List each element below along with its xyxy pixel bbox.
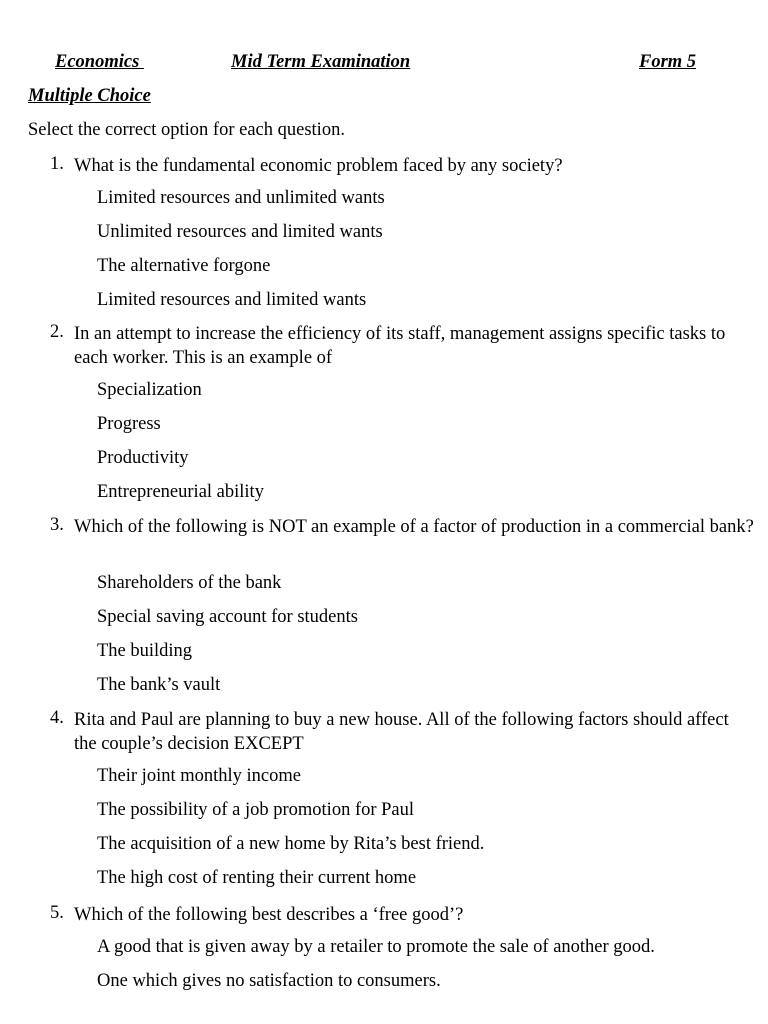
option: Specialization <box>97 380 202 400</box>
form-heading: Form 5 <box>639 52 697 72</box>
question-number: 1. <box>50 154 64 174</box>
question-text: In an attempt to increase the efficiency of its staff, management assigns specific tasks to each worker. This is an example of <box>74 324 726 368</box>
question-text: Rita and Paul are planning to buy a new house. All of the following factors should affect the couple’s decision EXCEPT <box>74 710 729 754</box>
subject-heading: Economics <box>55 52 144 72</box>
section-title: Multiple Choice <box>28 86 151 106</box>
option: The acquisition of a new home by Rita’s best friend. <box>97 834 485 854</box>
option: One which gives no satisfaction to consumers. <box>97 971 441 991</box>
option: The possibility of a job promotion for Paul <box>97 800 415 820</box>
question-number: 3. <box>50 515 64 535</box>
option: Progress <box>97 414 161 434</box>
option: The alternative forgone <box>97 256 271 276</box>
option: Shareholders of the bank <box>97 573 282 593</box>
option: Special saving account for students <box>97 607 358 627</box>
instructions: Select the correct option for each question. <box>28 120 345 140</box>
question-text: Which of the following is NOT an example of a factor of production in a commercial bank? <box>74 517 754 537</box>
option: Entrepreneurial ability <box>97 482 264 502</box>
option: Limited resources and unlimited wants <box>97 188 385 208</box>
question-number: 2. <box>50 322 64 342</box>
option: Limited resources and limited wants <box>97 290 367 310</box>
question-text: What is the fundamental economic problem faced by any society? <box>74 156 563 176</box>
option: Unlimited resources and limited wants <box>97 222 383 242</box>
exam-title: Mid Term Examination <box>231 52 411 72</box>
question-number: 5. <box>50 903 64 923</box>
question-number: 4. <box>50 708 64 728</box>
option: The bank’s vault <box>97 675 221 695</box>
option: The high cost of renting their current home <box>97 868 417 888</box>
question-text: Which of the following best describes a ‘free good’? <box>74 905 464 925</box>
option: Their joint monthly income <box>97 766 301 786</box>
option: The building <box>97 641 193 661</box>
option: A good that is given away by a retailer to promote the sale of another good. <box>97 937 655 957</box>
option: Productivity <box>97 448 189 468</box>
